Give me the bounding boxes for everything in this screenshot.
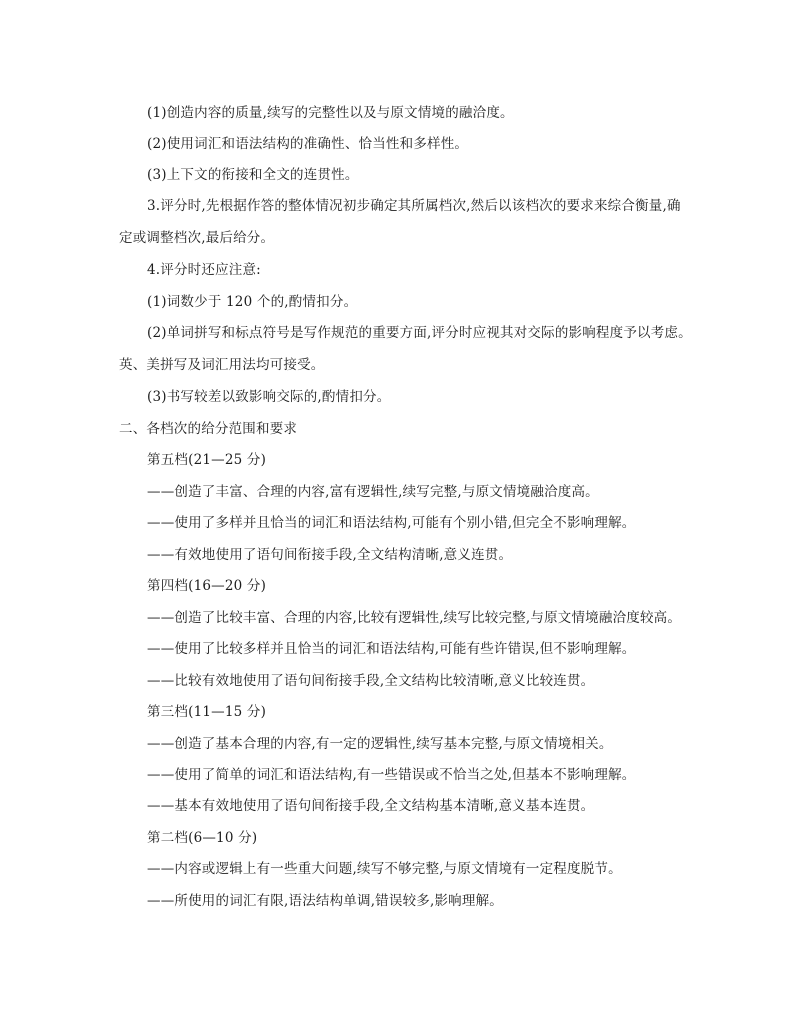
grade5-item3: ——有效地使用了语句间衔接手段,全文结构清晰,意义连贯。 (147, 547, 513, 563)
criteria-item-3: (3)上下文的衔接和全文的连贯性。 (147, 167, 359, 183)
grade4-item2: ——使用了比较多样并且恰当的词汇和语法结构,可能有些许错误,但不影响理解。 (147, 641, 636, 657)
criteria-item-2: (2)使用词汇和语法结构的准确性、恰当性和多样性。 (147, 136, 469, 152)
grade2-item1: ——内容或逻辑上有一些重大问题,续写不够完整,与原文情境有一定程度脱节。 (147, 861, 622, 877)
grade4-item3: ——比较有效地使用了语句间衔接手段,全文结构比较清晰,意义比较连贯。 (147, 673, 595, 689)
rule4-item3: (3)书写较差以致影响交际的,酌情扣分。 (147, 389, 391, 405)
grade2-title: 第二档(6—10 分) (147, 830, 258, 846)
grade3-item2: ——使用了简单的词汇和语法结构,有一些错误或不恰当之处,但基本不影响理解。 (147, 767, 636, 783)
rule4-item1: (1)词数少于 120 个的,酌情扣分。 (147, 294, 358, 310)
grade5-item1: ——创造了丰富、合理的内容,富有逻辑性,续写完整,与原文情境融洽度高。 (147, 484, 599, 500)
rule4-item2-line2: 英、美拼写及词汇用法均可接受。 (119, 357, 325, 373)
rule4-item2-line1: (2)单词拼写和标点符号是写作规范的重要方面,评分时应视其对交际的影响程度予以考虑。 (147, 325, 692, 341)
grade4-title: 第四档(16—20 分) (147, 578, 267, 594)
grade3-title: 第三档(11—15 分) (147, 704, 267, 720)
grade3-item1: ——创造了基本合理的内容,有一定的逻辑性,续写基本完整,与原文情境相关。 (147, 736, 613, 752)
grade5-title: 第五档(21—25 分) (147, 452, 267, 468)
criteria-item-1: (1)创造内容的质量,续写的完整性以及与原文情境的融洽度。 (147, 105, 514, 121)
grade3-item3: ——基本有效地使用了语句间衔接手段,全文结构基本清晰,意义基本连贯。 (147, 798, 595, 814)
rule3-line2: 定或调整档次,最后给分。 (119, 230, 275, 246)
rule4-heading: 4.评分时还应注意: (147, 262, 261, 278)
section2-title: 二、各档次的给分范围和要求 (119, 421, 298, 437)
grade2-item2: ——所使用的词汇有限,语法结构单调,错误较多,影响理解。 (147, 893, 503, 909)
grade4-item1: ——创造了比较丰富、合理的内容,比较有逻辑性,续写比较完整,与原文情境融洽度较高。 (147, 610, 682, 626)
rule3-line1: 3.评分时,先根据作答的整体情况初步确定其所属档次,然后以该档次的要求来综合衡量,确 (147, 198, 681, 214)
grade5-item2: ——使用了多样并且恰当的词汇和语法结构,可能有个别小错,但完全不影响理解。 (147, 515, 636, 531)
